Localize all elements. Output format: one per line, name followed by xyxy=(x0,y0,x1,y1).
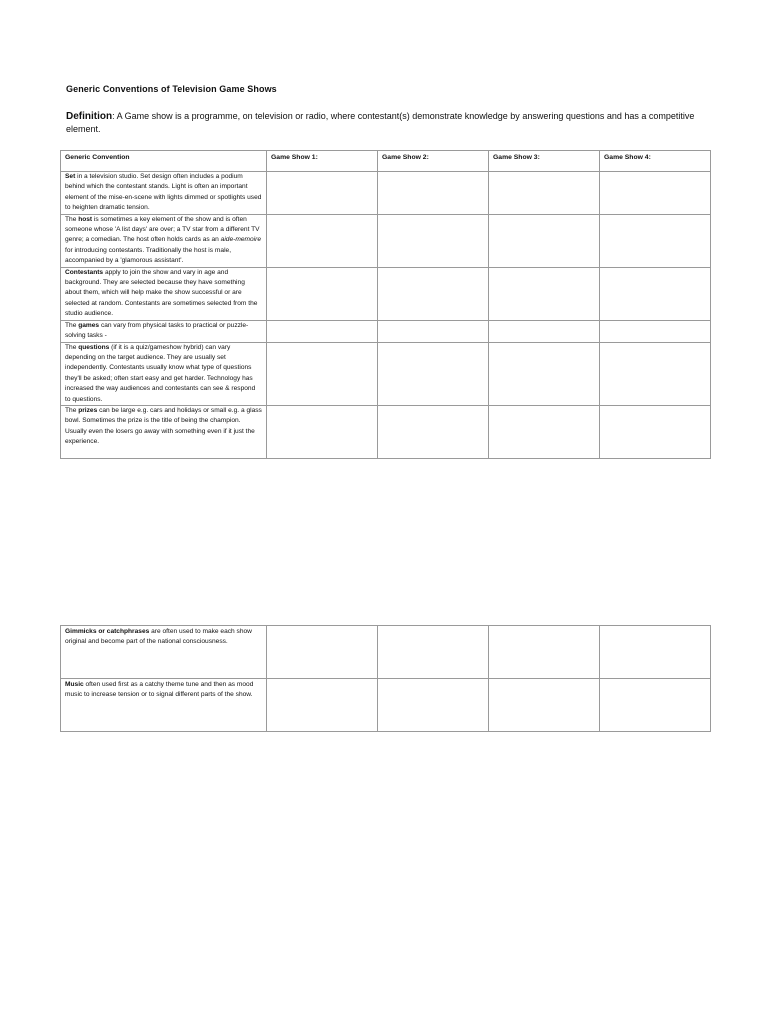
answer-cell[interactable] xyxy=(378,320,489,342)
table-row xyxy=(61,267,711,320)
answer-cell[interactable] xyxy=(600,405,711,458)
answer-cell[interactable] xyxy=(600,342,711,405)
answer-cell[interactable] xyxy=(267,172,378,215)
convention-keyword: Gimmicks or catchphrases xyxy=(65,628,150,635)
convention-keyword: questions xyxy=(78,343,110,351)
convention-games: The games can vary from physical tasks to practical or puzzle-solving tasks - xyxy=(61,320,267,342)
convention-keyword: prizes xyxy=(78,406,98,414)
answer-cell[interactable] xyxy=(489,679,600,732)
answer-cell[interactable] xyxy=(267,267,378,320)
answer-cell[interactable] xyxy=(489,172,600,215)
table-row xyxy=(61,320,711,342)
answer-cell[interactable] xyxy=(600,172,711,215)
answer-cell[interactable] xyxy=(267,342,378,405)
answer-cell[interactable] xyxy=(378,214,489,267)
answer-cell[interactable] xyxy=(600,626,711,679)
convention-set: Set in a television studio. Set design often includes a podium behind which the contestant stands. Light is often an important element of the mise-en-scene with lights dimmed or spotlights used to heighten dramatic tension. xyxy=(61,172,267,215)
answer-cell[interactable] xyxy=(378,267,489,320)
header-game-show-2: Game Show 2: xyxy=(378,151,489,172)
definition-label: Definition xyxy=(66,111,113,122)
header-game-show-3: Game Show 3: xyxy=(489,151,600,172)
document-title: Generic Conventions of Television Game Shows xyxy=(66,84,277,94)
answer-cell[interactable] xyxy=(489,626,600,679)
answer-cell[interactable] xyxy=(600,320,711,342)
table-row xyxy=(61,172,711,215)
answer-cell[interactable] xyxy=(600,679,711,732)
answer-cell[interactable] xyxy=(378,342,489,405)
convention-host: The host is sometimes a key element of the show and is often someone whose 'A list days' are over; a TV star from a different TV genre; a comedian. The host often holds cards as an aide-memoire for introducing contestants. Traditionally the host is male, accompanied by a 'glamorous assistant'. xyxy=(61,214,267,267)
conventions-table xyxy=(60,150,711,459)
answer-cell[interactable] xyxy=(489,320,600,342)
table-row xyxy=(61,626,711,679)
convention-keyword: host xyxy=(78,215,93,223)
conventions-table-continued xyxy=(60,625,711,732)
definition-text: : A Game show is a programme, on television or radio, where contestant(s) demonstrate knowledge by answering questions and has a competitive element. xyxy=(66,111,695,134)
answer-cell[interactable] xyxy=(267,626,378,679)
definition-paragraph xyxy=(66,110,706,136)
answer-cell[interactable] xyxy=(600,267,711,320)
answer-cell[interactable] xyxy=(267,405,378,458)
answer-cell[interactable] xyxy=(267,320,378,342)
convention-contestants: Contestants apply to join the show and vary in age and background. They are selected because they have something about them, which will help make the show successful or are selected at random. Contestants are sometimes selected from the studio audience. xyxy=(61,267,267,320)
answer-cell[interactable] xyxy=(378,405,489,458)
table-header-row xyxy=(61,151,711,172)
convention-questions: The questions (if it is a quiz/gameshow hybrid) can vary depending on the target audience. They are usually set independently. Contestants usually know what type of questions they'll be asked; often start easy and get harder. Technology has increased the way audiences and contestants can see & respond to questions. xyxy=(61,342,267,405)
convention-music: Music often used first as a catchy theme tune and then as mood music to increase tension or to signal different parts of the show. xyxy=(61,679,267,732)
header-game-show-1: Game Show 1: xyxy=(267,151,378,172)
answer-cell[interactable] xyxy=(489,405,600,458)
answer-cell[interactable] xyxy=(489,214,600,267)
answer-cell[interactable] xyxy=(378,679,489,732)
answer-cell[interactable] xyxy=(378,172,489,215)
header-game-show-4: Game Show 4: xyxy=(600,151,711,172)
header-generic-convention: Generic Convention xyxy=(61,151,267,172)
table-row xyxy=(61,679,711,732)
answer-cell[interactable] xyxy=(600,214,711,267)
table-row xyxy=(61,342,711,405)
table-row xyxy=(61,214,711,267)
convention-gimmicks: Gimmicks or catchphrases are often used to make each show original and become part of the national consciousness. xyxy=(61,626,267,679)
answer-cell[interactable] xyxy=(267,679,378,732)
convention-keyword: Set xyxy=(65,173,76,180)
convention-prizes: The prizes can be large e.g. cars and holidays or small e.g. a glass bowl. Sometimes the prize is the title of being the champion. Usually even the losers go away with something even if it just the experience. xyxy=(61,405,267,458)
answer-cell[interactable] xyxy=(267,214,378,267)
answer-cell[interactable] xyxy=(489,267,600,320)
answer-cell[interactable] xyxy=(489,342,600,405)
convention-keyword: Music xyxy=(65,681,84,688)
table-row xyxy=(61,405,711,458)
convention-keyword: games xyxy=(78,321,100,329)
convention-keyword: Contestants xyxy=(65,268,104,276)
answer-cell[interactable] xyxy=(378,626,489,679)
